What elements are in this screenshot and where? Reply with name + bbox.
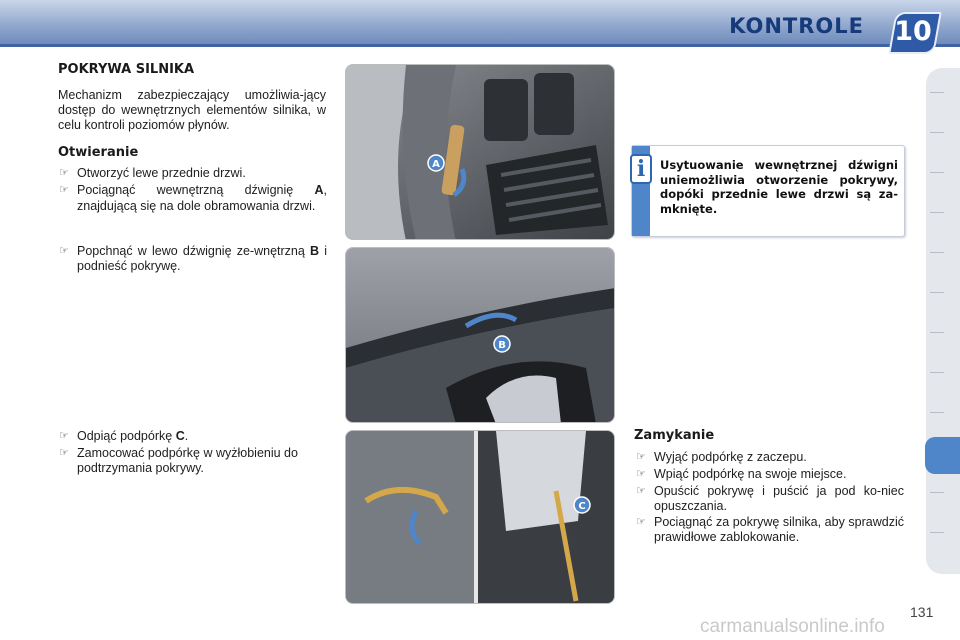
watermark: carmanualsonline.info <box>700 616 885 637</box>
tab-divider <box>930 292 944 293</box>
figure-label-c: C <box>578 501 586 512</box>
photo-interior-lever <box>345 64 615 240</box>
bullet-hand-icon: ☞ <box>636 468 646 480</box>
photo-prop-rod <box>345 430 615 604</box>
header-rule <box>0 44 960 47</box>
tab-divider <box>930 532 944 533</box>
figure-label-b: B <box>498 340 506 351</box>
closing-title: Zamykanie <box>634 428 715 443</box>
opening-step-1 <box>59 166 327 181</box>
step-text: Odpiąć podpórkę <box>77 429 176 443</box>
closing-step-4 <box>636 515 904 545</box>
label-c-ref: C <box>175 429 185 443</box>
chapter-number: 10 <box>894 16 932 47</box>
section-title: POKRYWA SILNIKA <box>58 62 195 77</box>
bullet-hand-icon: ☞ <box>636 451 646 463</box>
label-a-ref: A <box>314 183 324 197</box>
step-text: Zamocować podpórkę w wyżłobieniu do podtrzymania pokrywy. <box>77 446 298 475</box>
tab-divider <box>930 172 944 173</box>
tab-divider <box>930 212 944 213</box>
step-text: i podnieść pokrywę. <box>77 244 328 273</box>
info-note <box>631 145 905 237</box>
closing-step-2 <box>636 467 904 482</box>
chapter-tab-strip <box>926 68 960 574</box>
tab-divider <box>930 252 944 253</box>
tab-divider <box>930 332 944 333</box>
step-text: , znajdującą się na dole obramowania drzwi. <box>77 183 327 213</box>
closing-step-1 <box>636 450 904 465</box>
section-intro: Mechanizm zabezpieczający umożliwia-jący dostęp do wewnętrznych elementów silnika, w celu kontroli poziomów płynów. <box>58 88 326 132</box>
opening-title: Otwieranie <box>58 145 139 160</box>
bullet-hand-icon: ☞ <box>59 447 69 459</box>
step-text: . <box>184 429 189 443</box>
bullet-hand-icon: ☞ <box>59 430 69 442</box>
step-text: Pociągnąć wewnętrzną dźwignię <box>77 183 315 197</box>
page-number: 131 <box>910 604 934 620</box>
step-text: Otworzyć lewe przednie drzwi. <box>77 166 246 180</box>
bullet-hand-icon: ☞ <box>59 167 69 179</box>
tab-divider <box>930 132 944 133</box>
opening-step-2 <box>59 182 327 214</box>
photo-exterior-lever <box>345 247 615 423</box>
page-header <box>0 0 960 52</box>
step-text: Opuścić pokrywę i puścić ja pod ko-niec opuszczania. <box>654 484 904 513</box>
tab-divider <box>930 412 944 413</box>
chapter-title: KONTROLE <box>729 14 864 38</box>
opening-step-3 <box>59 244 328 274</box>
closing-step-3 <box>636 484 904 514</box>
bullet-hand-icon: ☞ <box>636 516 646 528</box>
info-icon: i <box>630 154 652 184</box>
figure-label-a: A <box>432 159 440 170</box>
tab-divider <box>930 372 944 373</box>
step-text: Wpiąć podpórkę na swoje miejsce. <box>654 467 847 481</box>
step-text: Popchnąć w lewo dźwignię ze-wnętrzną <box>77 244 311 258</box>
bullet-hand-icon: ☞ <box>636 485 646 497</box>
tab-active-chapter[interactable] <box>925 437 960 474</box>
bullet-hand-icon: ☞ <box>59 245 69 257</box>
opening-step-4 <box>59 429 327 444</box>
step-text: Pociągnąć za pokrywę silnika, aby sprawdzić prawidłowe zablokowanie. <box>654 515 904 544</box>
tab-divider <box>930 92 944 93</box>
bullet-hand-icon: ☞ <box>59 184 69 196</box>
step-text: Wyjąć podpórkę z zaczepu. <box>654 450 807 464</box>
opening-step-5 <box>59 446 329 476</box>
info-text: Usytuowanie wewnętrznej dźwigni uniemożliwia otworzenie pokrywy, dopóki przednie lewe drzwi są za-mknięte. <box>660 158 898 216</box>
tab-divider <box>930 492 944 493</box>
label-b-ref: B <box>310 244 320 258</box>
